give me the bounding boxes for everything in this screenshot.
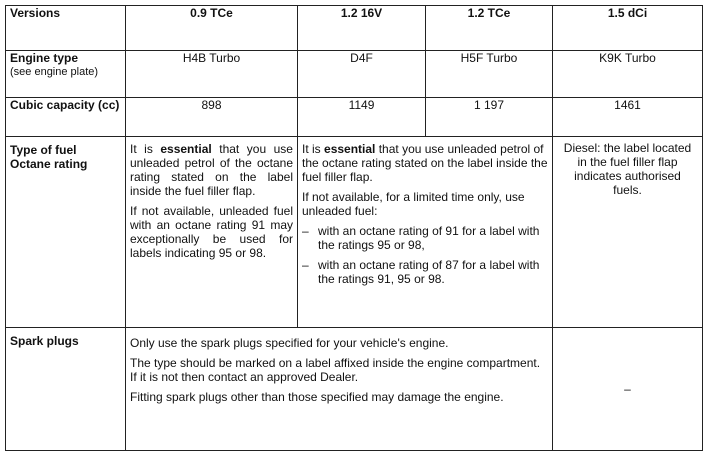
cubic-capacity-value: 1 197 bbox=[426, 98, 553, 137]
list-item: – with an octane rating of 91 for a label with the ratings 95 or 98, bbox=[302, 224, 540, 252]
spark-plugs-diesel: – bbox=[553, 328, 703, 451]
octane-list bbox=[302, 224, 548, 286]
fuel-paragraph: If not available, for a limited time only, use unleaded fuel: bbox=[302, 190, 525, 218]
octane-rating-label: Octane rating bbox=[10, 157, 88, 171]
fuel-row bbox=[6, 137, 703, 328]
fuel-paragraph: It is essential that you use unleaded petrol of the octane rating stated on the label inside the fuel filler flap. bbox=[130, 142, 293, 198]
engine-type-value: D4F bbox=[298, 51, 426, 98]
spark-plugs-text bbox=[126, 328, 553, 451]
essential-emphasis: essential bbox=[324, 142, 376, 156]
cubic-capacity-value: 898 bbox=[126, 98, 298, 137]
fuel-paragraph: If not available, unleaded fuel with an octane rating 91 may exceptionally be used for labels indicating 95 or 98. bbox=[130, 204, 293, 260]
version-15-dci: 1.5 dCi bbox=[553, 6, 703, 51]
version-09-tce: 0.9 TCe bbox=[126, 6, 298, 51]
cubic-capacity-value: 1461 bbox=[553, 98, 703, 137]
engine-spec-table bbox=[5, 5, 703, 451]
versions-label: Versions bbox=[6, 6, 126, 51]
fuel-text-12-petrol bbox=[298, 137, 553, 328]
engine-type-label-cell bbox=[6, 51, 126, 98]
dash-bullet: – bbox=[302, 224, 309, 238]
engine-type-row bbox=[6, 51, 703, 98]
cubic-capacity-value: 1149 bbox=[298, 98, 426, 137]
engine-type-sublabel: (see engine plate) bbox=[10, 66, 99, 78]
cubic-capacity-label: Cubic capacity (cc) bbox=[6, 98, 126, 137]
spark-plugs-label: Spark plugs bbox=[6, 328, 126, 451]
fuel-type-label: Type of fuel bbox=[10, 143, 77, 157]
engine-type-value: K9K Turbo bbox=[553, 51, 703, 98]
spark-paragraph: Fitting spark plugs other than those specified may damage the engine. bbox=[130, 390, 504, 404]
engine-type-value: H5F Turbo bbox=[426, 51, 553, 98]
spark-paragraph: The type should be marked on a label affixed inside the engine compartment. If it is not then contact an approved Dealer. bbox=[130, 356, 541, 384]
spark-plugs-row bbox=[6, 328, 703, 451]
dash-bullet: – bbox=[302, 258, 309, 272]
list-item: – with an octane rating of 87 for a label with the ratings 91, 95 or 98. bbox=[302, 258, 540, 286]
header-row bbox=[6, 6, 703, 51]
cubic-capacity-row bbox=[6, 98, 703, 137]
version-12-tce: 1.2 TCe bbox=[426, 6, 553, 51]
engine-type-value: H4B Turbo bbox=[126, 51, 298, 98]
spark-paragraph: Only use the spark plugs specified for your vehicle's engine. bbox=[130, 336, 449, 350]
fuel-text-09-tce bbox=[126, 137, 298, 328]
version-12-16v: 1.2 16V bbox=[298, 6, 426, 51]
fuel-paragraph: It is essential that you use unleaded petrol of the octane rating stated on the label inside the fuel filler flap. bbox=[302, 142, 548, 184]
essential-emphasis: essential bbox=[160, 142, 212, 156]
fuel-text-diesel bbox=[553, 137, 703, 328]
fuel-label-cell bbox=[6, 137, 126, 328]
diesel-fuel-note: Diesel: the label located in the fuel filler flap indicates authorised fuels. bbox=[563, 141, 692, 197]
engine-type-label: Engine type bbox=[10, 51, 79, 65]
